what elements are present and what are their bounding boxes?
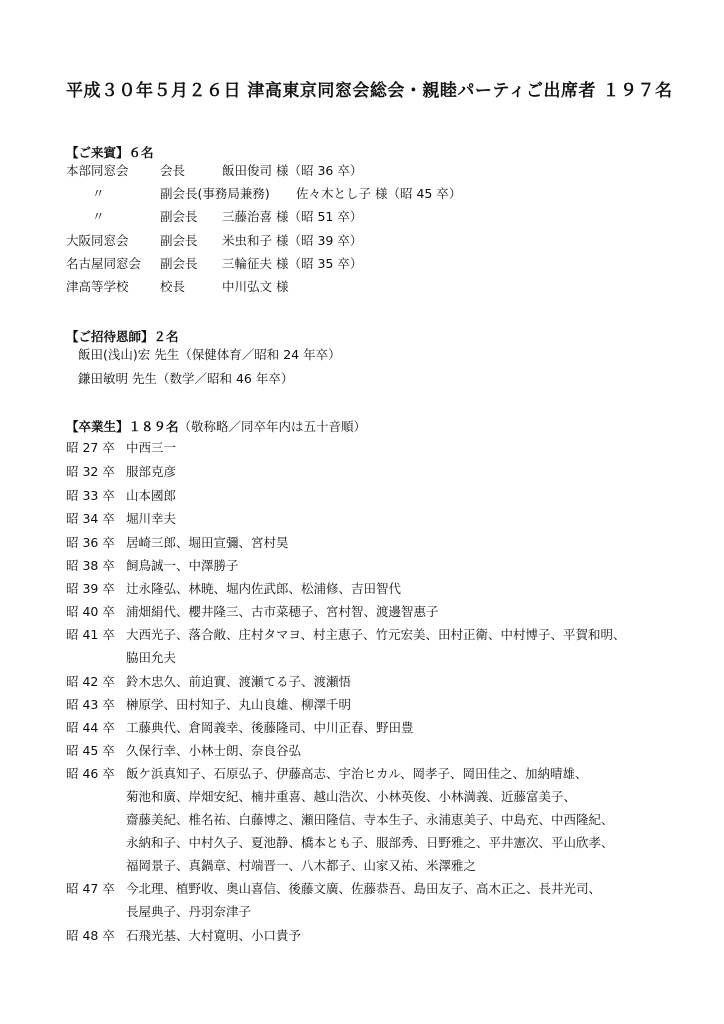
guest-org: 名古屋同窓会: [66, 256, 142, 271]
graduate-names: 辻永隆弘、林暁、堀内佐武郎、松浦修、吉田智代: [126, 581, 402, 596]
graduate-names: 中西三一: [126, 440, 177, 455]
graduate-year: 昭 32 卒: [66, 464, 115, 479]
guest-person: 三輪征夫 様（昭 35 卒）: [222, 256, 363, 271]
graduate-names: 齋藤美紀、椎名祐、白藤博之、瀬田隆信、寺本生子、永浦恵美子、中島充、中西隆紀、: [126, 812, 614, 827]
guest-row: [0, 161, 724, 181]
guest-role: 会長: [160, 163, 186, 178]
graduate-names: 服部克彦: [126, 464, 177, 479]
guest-org: 本部同窓会: [66, 163, 129, 178]
guest-person: 中川弘文 様: [222, 279, 289, 294]
graduate-year: 昭 36 卒: [66, 535, 115, 550]
guest-person: 三藤治喜 様（昭 51 卒）: [222, 209, 363, 224]
graduate-year: 昭 41 卒: [66, 627, 115, 642]
graduate-year: 昭 47 卒: [66, 881, 115, 896]
graduate-names: 飯ケ浜真知子、石原弘子、伊藤高志、宇治ヒカル、岡孝子、岡田佳之、加納晴雄、: [126, 766, 588, 781]
graduate-names: 堀川幸夫: [126, 511, 177, 526]
guest-row: [0, 184, 724, 204]
graduate-year: 昭 33 卒: [66, 488, 115, 503]
guest-person: 佐々木とし子 様（昭 45 卒）: [296, 186, 462, 201]
guest-role: 校長: [160, 279, 186, 294]
graduate-names: 今北理、植野收、奥山喜信、後藤文廣、佐藤恭吾、島田友子、高木正之、長井光司、: [126, 881, 602, 896]
graduate-names: 工藤典代、倉岡義幸、後藤隆司、中川正春、野田豊: [126, 720, 414, 735]
graduate-names: 福岡景子、真鍋章、村端晋一、八木都子、山家又祐、米澤雅之: [126, 858, 477, 873]
teacher-row: 飯田(浅山)宏 先生（保健体育／昭和 24 年卒）: [78, 347, 341, 362]
graduate-names: 長屋典子、丹羽奈津子: [126, 904, 252, 919]
guest-person: 飯田俊司 様（昭 36 卒）: [222, 163, 363, 178]
guest-org: 〃: [92, 186, 105, 201]
guest-row: [0, 231, 724, 251]
guest-row: [0, 254, 724, 274]
graduate-names: 鈴木忠久、前迫實、渡瀬てる子、渡瀬悟: [126, 674, 352, 689]
graduate-year: 昭 39 卒: [66, 581, 115, 596]
graduate-names: 居崎三郎、堀田宣彌、宮村昊: [126, 535, 289, 550]
graduate-names: 脇田允夫: [126, 650, 177, 665]
graduate-names: 榊原学、田村知子、丸山良雄、柳澤千明: [126, 697, 352, 712]
teachers-heading: 【ご招待恩師】２名: [66, 329, 179, 344]
graduate-names: 大西光子、落合敞、庄村タマヨ、村主恵子、竹元宏美、田村正衛、中村博子、平賀和明、: [126, 627, 626, 642]
graduate-year: 昭 44 卒: [66, 720, 115, 735]
graduate-year: 昭 34 卒: [66, 511, 115, 526]
guest-row: [0, 207, 724, 227]
graduates-heading: [66, 417, 366, 435]
graduates-heading-note: （敬称略／同卒年内は五十音順）: [178, 419, 367, 434]
guest-role: 副会長: [160, 256, 198, 271]
graduate-year: 昭 48 卒: [66, 928, 115, 943]
guest-org: 津高等学校: [66, 279, 129, 294]
graduate-year: 昭 40 卒: [66, 604, 115, 619]
graduate-year: 昭 27 卒: [66, 440, 115, 455]
guest-role: 副会長: [160, 233, 198, 248]
graduate-names: 石飛光基、大村寛明、小口貴予: [126, 928, 302, 943]
guest-org: 大阪同窓会: [66, 233, 129, 248]
graduate-names: 永納和子、中村久子、夏池静、橋本とも子、服部秀、日野雅之、平井憲次、平山欣孝、: [126, 835, 614, 850]
graduate-year: 昭 43 卒: [66, 697, 115, 712]
graduate-names: 浦畑絹代、櫻井隆三、古市菜穂子、宮村智、渡邊智惠子: [126, 604, 439, 619]
guest-role: 副会長(事務局兼務): [160, 186, 270, 201]
graduate-names: 飼鳥誠一、中澤勝子: [126, 558, 239, 573]
graduate-names: 山本國郎: [126, 488, 177, 503]
guest-role: 副会長: [160, 209, 198, 224]
teacher-row: 鎌田敏明 先生（数学／昭和 46 年卒）: [78, 371, 294, 386]
graduate-names: 菊池和廣、岸畑安紀、楠井重喜、越山浩次、小林英俊、小林満義、近藤富美子、: [126, 789, 577, 804]
guest-person: 米虫和子 様（昭 39 卒）: [222, 233, 363, 248]
graduate-year: 昭 42 卒: [66, 674, 115, 689]
guest-org: 〃: [92, 209, 105, 224]
page-title: 平成３０年５月２６日 津高東京同窓会総会・親睦パーティご出席者 １９７名: [66, 81, 673, 101]
guests-heading: 【ご来賓】６名: [66, 145, 154, 160]
graduate-names: 久保行幸、小林士朗、奈良谷弘: [126, 743, 302, 758]
guest-row: [0, 277, 724, 297]
graduates-heading-label: 【卒業生】１８９名: [66, 419, 179, 434]
graduate-year: 昭 46 卒: [66, 766, 115, 781]
graduate-year: 昭 45 卒: [66, 743, 115, 758]
graduate-year: 昭 38 卒: [66, 558, 115, 573]
